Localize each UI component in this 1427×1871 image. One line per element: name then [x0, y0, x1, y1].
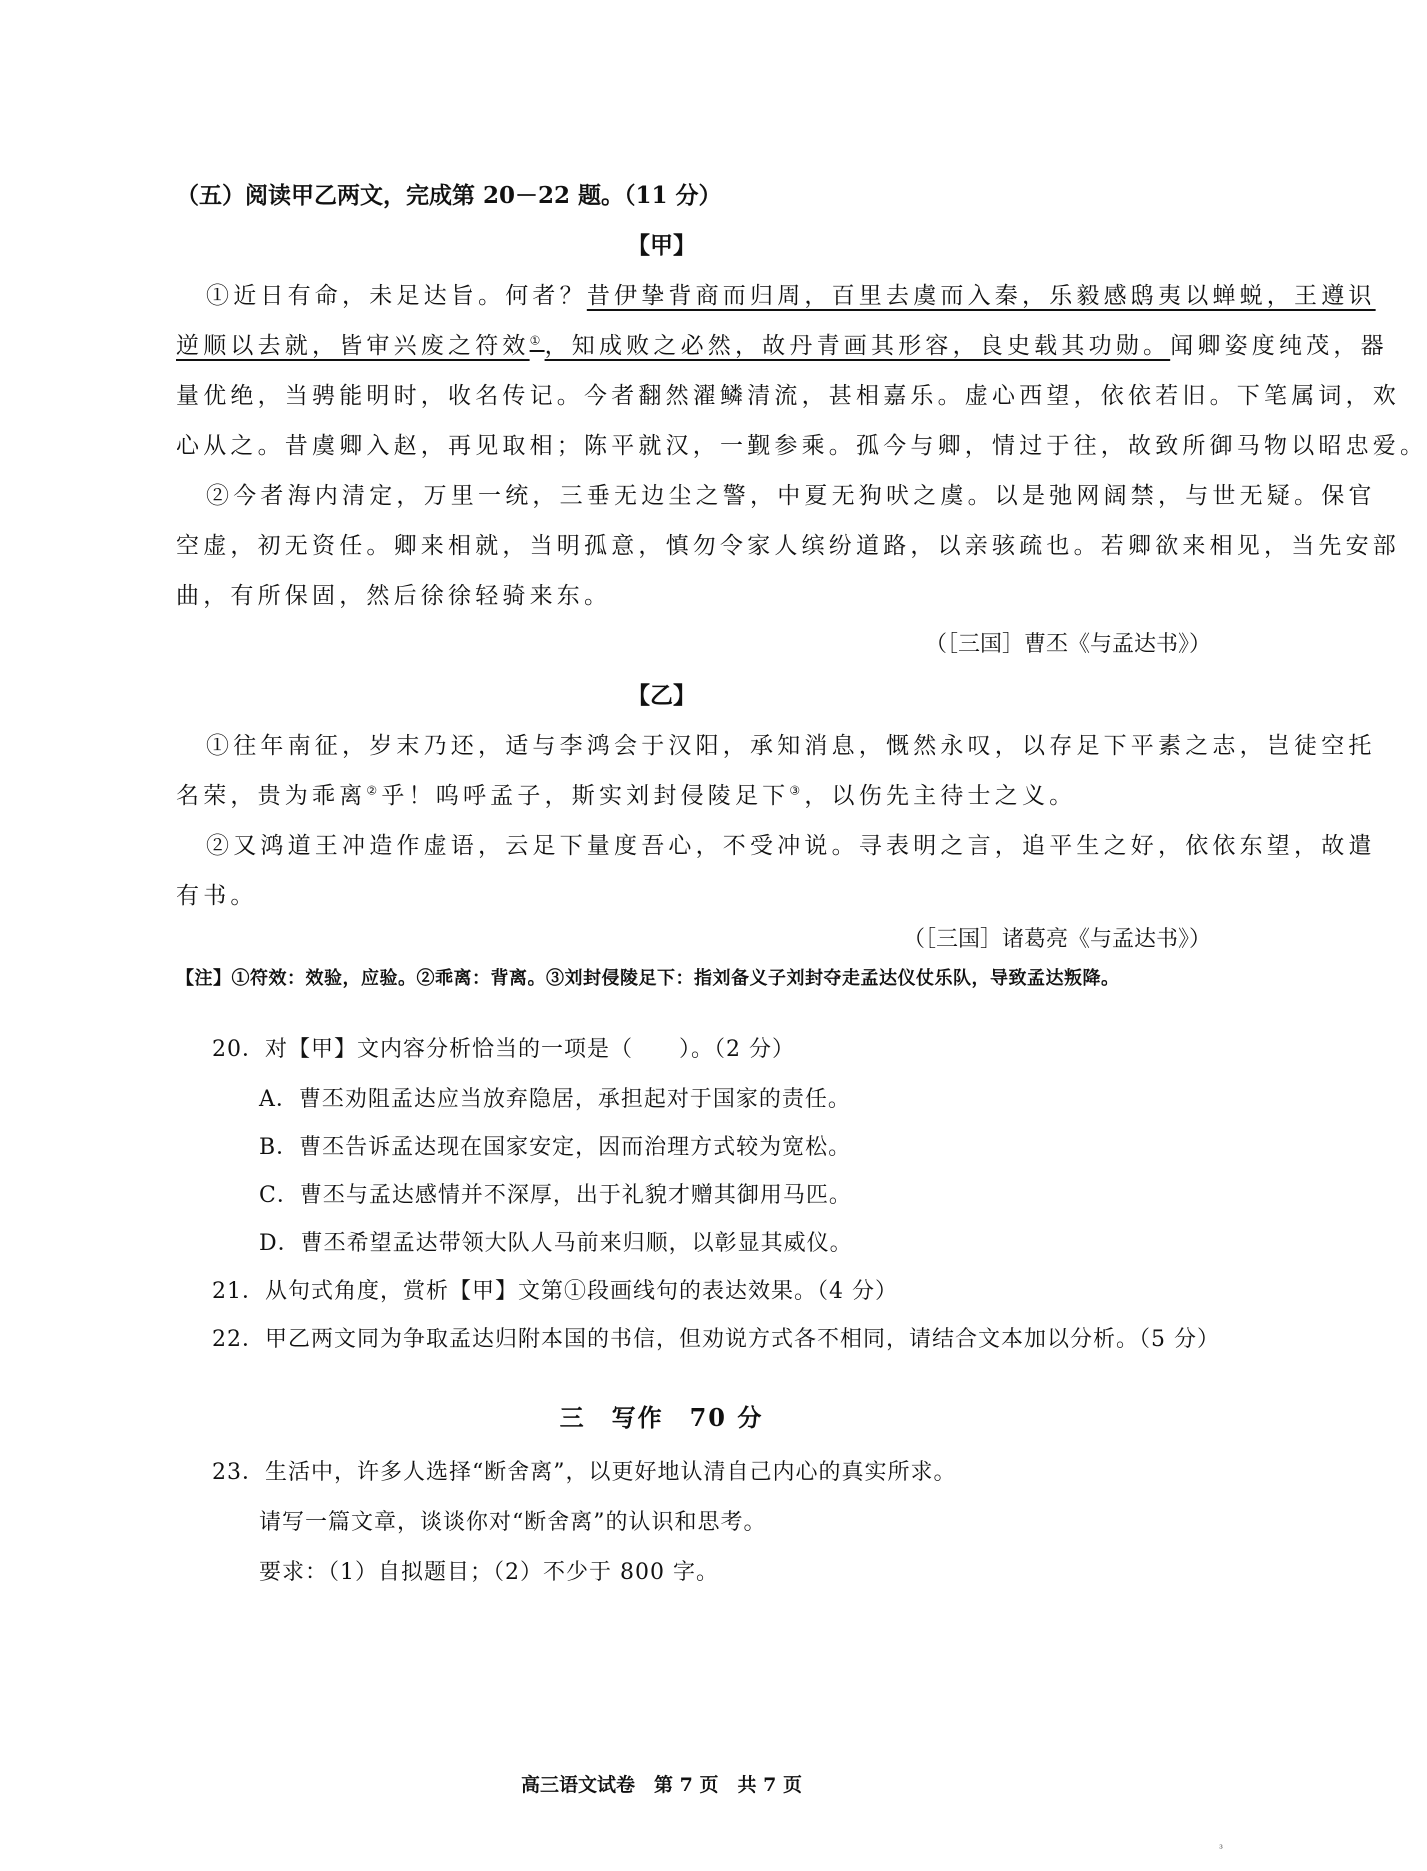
question-23: 23．生活中，许多人选择“断舍离”，以更好地认清自己内心的真实所求。: [212, 1460, 957, 1485]
question-20: 20．对【甲】文内容分析恰当的一项是（ ）。（2 分）: [212, 1037, 795, 1062]
underlined-sentence: 昔伊挚背商而归周，百里去虞而入秦，乐毅感鸱夷以蝉蜕，王遵识: [586, 283, 1376, 309]
footnote-ref-2: ②: [366, 783, 382, 798]
jia-p1-line2: 逆顺以去就，皆审兴废之符效①，知成败之必然，故丹青画其形容，良史载其功勋。闻卿姿度纯茂，器: [176, 333, 1388, 359]
yi-p1-line1: ①往年南征，岁末乃还，适与李鸿会于汉阳，承知消息，慨然永叹，以存足下平素之志，岂徒空托: [206, 733, 1376, 759]
yi-source: （［三国］诸葛亮《与孟达书》）: [902, 927, 1211, 952]
passage-yi-title: 【乙】: [627, 682, 696, 709]
corner-mark: ³: [1218, 1844, 1223, 1855]
question-21: 21．从句式角度，赏析【甲】文第①段画线句的表达效果。（4 分）: [212, 1279, 898, 1304]
jia-p1-line4: 心从之。昔虞卿入赵，再见取相；陈平就汉，一觐参乘。孤今与卿，情过于往，故致所御马物以昭忠爱。: [176, 433, 1427, 459]
jia-p1-line3: 量优绝，当骋能明时，收名传记。今者翻然濯鳞清流，甚相嘉乐。虚心西望，依依若旧。下笔属词，欢: [176, 383, 1400, 409]
passage-jia-title: 【甲】: [627, 232, 696, 259]
page-footer: 高三语文试卷 第 7 页 共 7 页: [521, 1774, 802, 1796]
jia-p2-line2: 空虚，初无资任。卿来相就，当明孤意，慎勿令家人缤纷道路，以亲骇疏也。若卿欲来相见，当先安部: [176, 533, 1400, 559]
yi-p1-line2: 名荣，贵为乖离②乎！呜呼孟子，斯实刘封侵陵足下③，以伤先主待士之义。: [176, 783, 1077, 809]
footnotes: 【注】①符效：效验，应验。②乖离：背离。③刘封侵陵足下：指刘备义子刘封夺走孟达仪仗乐队，导致孟达叛降。: [176, 968, 1120, 989]
jia-source: （［三国］曹丕《与孟达书》）: [924, 632, 1211, 657]
q20-option-a: A．曹丕劝阻孟达应当放弃隐居，承担起对于国家的责任。: [259, 1087, 851, 1112]
q20-option-c: C．曹丕与孟达感情并不深厚，出于礼貌才赠其御用马匹。: [259, 1183, 852, 1208]
footnote-ref-1: ①: [529, 333, 545, 348]
question-22: 22．甲乙两文同为争取孟达归附本国的书信，但劝说方式各不相同，请结合文本加以分析。（5 分）: [212, 1327, 1220, 1352]
writing-requirements: 要求：（1）自拟题目；（2）不少于 800 字。: [259, 1560, 719, 1585]
footnote-ref-3: ③: [789, 783, 805, 798]
section-heading: （五）阅读甲乙两文，完成第 20－22 题。（11 分）: [176, 182, 722, 209]
yi-p2-line1: ②又鸿道王冲造作虚语，云足下量度吾心，不受冲说。寻表明之言，追平生之好，依依东望，故遣: [206, 833, 1376, 859]
writing-prompt: 请写一篇文章，谈谈你对“断舍离”的认识和思考。: [259, 1510, 767, 1535]
q20-option-b: B．曹丕告诉孟达现在国家安定，因而治理方式较为宽松。: [259, 1135, 852, 1160]
jia-p2-line1: ②今者海内清定，万里一统，三垂无边尘之警，中夏无狗吠之虞。以是弛网阔禁，与世无疑。保官: [206, 483, 1376, 509]
jia-p2-line3: 曲，有所保固，然后徐徐轻骑来东。: [176, 583, 612, 609]
q20-option-d: D．曹丕希望孟达带领大队人马前来归顺，以彰显其威仪。: [259, 1231, 853, 1256]
writing-section-heading: 三 写作 70 分: [559, 1403, 764, 1432]
yi-p2-line2: 有书。: [176, 883, 258, 909]
jia-p1-line1: ①近日有命，未足达旨。何者？昔伊挚背商而归周，百里去虞而入秦，乐毅感鸱夷以蝉蜕，王遵识: [206, 283, 1376, 309]
